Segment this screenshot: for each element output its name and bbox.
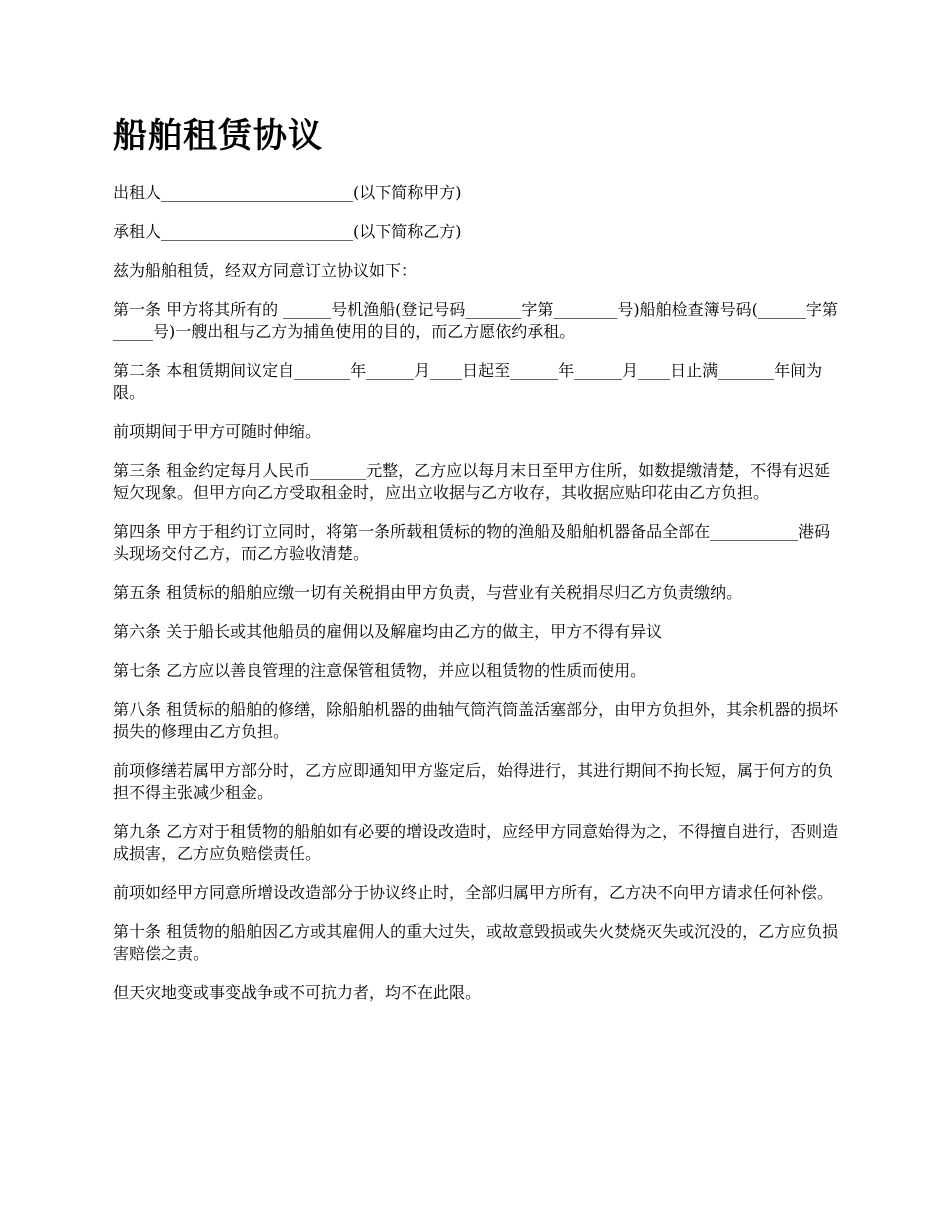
paragraph-article-10-note: 但天灾地变或事变战争或不可抗力者，均不在此限。 [113,983,482,1002]
paragraph-article-8-note: 前项修缮若属甲方部分时，乙方应即通知甲方鉴定后，始得进行，其进行期间不拘长短，属于何方的负担不得主张减少租金。 [113,761,834,802]
paragraph-lessor: 出租人________________________(以下简称甲方) [113,183,462,202]
document-title: 船舶租赁协议 [113,116,323,156]
paragraph-article-9: 第九条 乙方对于租赁物的船舶如有必要的增设改造时，应经甲方同意始得为之，不得擅自进行，否则造成损害，乙方应负赔偿责任。 [113,822,839,863]
paragraph-article-2: 第二条 本租赁期间议定自_______年______月____日起至______年______月____日止满_______年间为限。 [113,361,823,402]
paragraph-article-4: 第四条 甲方于租约订立同时，将第一条所载租赁标的物的渔船及船舶机器备品全部在___________港码头现场交付乙方，而乙方验收清楚。 [113,522,831,563]
paragraph-article-3: 第三条 租金约定每月人民币_______元整，乙方应以每月末日至甲方住所，如数提缴清楚，不得有迟延短欠现象。但甲方向乙方受取租金时，应出立收据与乙方收存，其收据应贴印花由乙方负担。 [113,461,831,502]
paragraph-article-1: 第一条 甲方将其所有的 ______号机渔船(登记号码_______字第________号)船舶检查簿号码(______字第_____号)一艘出租与乙方为捕鱼使用的目的，而乙方愿依约承租。 [113,300,838,341]
document-page [113,112,841,1021]
paragraph-article-6: 第六条 关于船长或其他船员的雇佣以及解雇均由乙方的做主，甲方不得有异议 [113,622,663,641]
paragraph-article-7: 第七条 乙方应以善良管理的注意保管租赁物，并应以租赁物的性质而使用。 [113,661,647,680]
paragraph-article-8: 第八条 租赁标的船舶的修缮，除船舶机器的曲轴气筒汽筒盖活塞部分，由甲方负担外，其余机器的损坏损失的修理由乙方负担。 [113,700,839,741]
paragraph-article-5: 第五条 租赁标的船舶应缴一切有关税捐由甲方负责，与营业有关税捐尽归乙方负责缴纳。 [113,583,743,602]
paragraph-article-10: 第十条 租赁物的船舶因乙方或其雇佣人的重大过失，或故意毁损或失火焚烧灭失或沉没的，乙方应负损害赔偿之责。 [113,922,839,963]
paragraph-article-9-note: 前项如经甲方同意所增设改造部分于协议终止时，全部归属甲方所有，乙方决不向甲方请求任何补偿。 [113,883,834,902]
paragraph-article-2-note: 前项期间于甲方可随时伸缩。 [113,422,322,441]
paragraph-preamble: 兹为船舶租赁，经双方同意订立协议如下： [113,261,418,280]
paragraph-lessee: 承租人________________________(以下简称乙方) [113,222,462,241]
